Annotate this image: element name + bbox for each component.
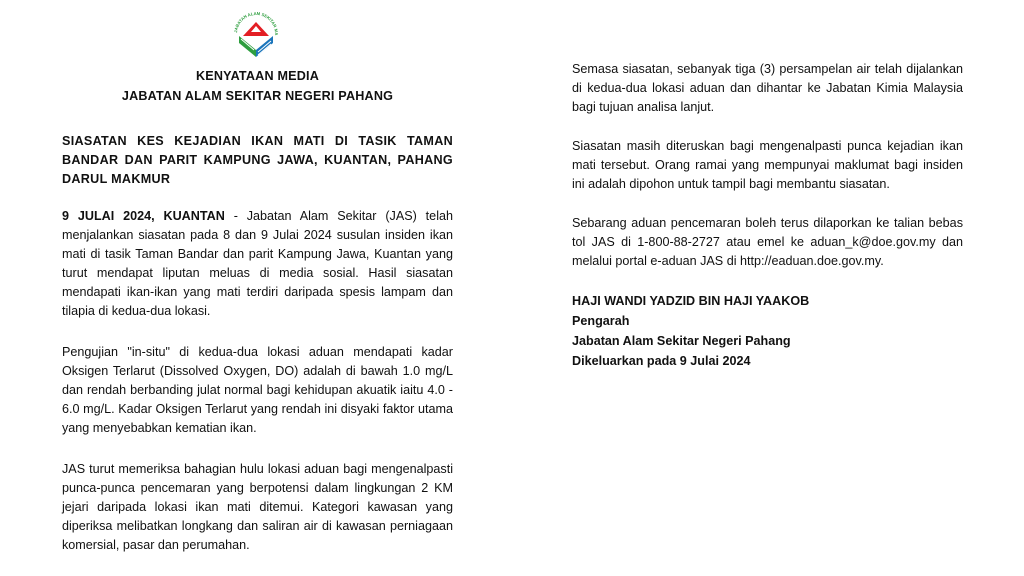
logo-text: JABATAN ALAM SEKITAR MA — [233, 10, 280, 36]
paragraph-1-text: - Jabatan Alam Sekitar (JAS) telah menjalankan siasatan pada 8 dan 9 Julai 2024 susulan insiden ikan mati di tasik Taman Bandar dan parit Kampung Jawa, Kuantan yang turut mendapat liputan meluas di media sosial. Hasil siasatan mendapati ikan-ikan yang mati terdiri daripada spesis lampam dan tilapia di kedua-dua lokasi. — [62, 209, 453, 318]
header-media-statement: KENYATAAN MEDIA — [195, 69, 320, 83]
signatory-department: Jabatan Alam Sekitar Negeri Pahang — [572, 334, 791, 348]
dateline: 9 JULAI 2024, KUANTAN — [62, 209, 225, 223]
paragraph-3: JAS turut memeriksa bahagian hulu lokasi aduan bagi mengenalpasti punca-punca pencemaran yang berpotensi dalam lingkungan 2 KM jejari daripada lokasi ikan mati ditemui. Kategori kawasan yang diperiksa melibatkan longkang dan saliran air di kawasan perniagaan komersial, pasar dan perumahan. — [62, 462, 453, 552]
press-header — [62, 66, 453, 106]
header-department: JABATAN ALAM SEKITAR NEGERI PAHANG — [121, 89, 394, 103]
signatory-position: Pengarah — [572, 314, 630, 328]
paragraph-4: Semasa siasatan, sebanyak tiga (3) persampelan air telah dijalankan di kedua-dua lokasi aduan dan dihantar ke Jabatan Kimia Malaysia bagi tujuan analisa lanjut. — [572, 62, 963, 114]
paragraph-1 — [62, 207, 453, 321]
press-title — [62, 132, 453, 189]
issue-date: Dikeluarkan pada 9 Julai 2024 — [572, 354, 751, 368]
jas-logo — [229, 6, 283, 60]
signature-block — [572, 291, 963, 371]
paragraph-5: Siasatan masih diteruskan bagi mengenalpasti punca kejadian ikan mati tersebut. Orang ramai yang mempunyai maklumat bagi insiden ini adalah dipohon untuk tampil bagi membantu siasatan. — [572, 139, 963, 191]
press-title-text: SIASATAN KES KEJADIAN IKAN MATI DI TASIK TAMAN BANDAR DAN PARIT KAMPUNG JAWA, KUANTAN, PAHANG DARUL MAKMUR — [62, 134, 453, 186]
paragraph-6: Sebarang aduan pencemaran boleh terus dilaporkan ke talian bebas tol JAS di 1-800-88-2727 atau emel ke aduan_k@doe.gov.my dan melalui portal e-aduan JAS di http://eaduan.doe.gov.my. — [572, 216, 963, 268]
paragraph-2: Pengujian "in-situ" di kedua-dua lokasi aduan mendapati kadar Oksigen Terlarut (Dissolved Oxygen, DO) adalah di bawah 1.0 mg/L dan rendah berbanding julat normal bagi kehidupan akuatik iaitu 4.0 - 6.0 mg/L. Kadar Oksigen Terlarut yang rendah ini disyaki faktor utama yang menyebabkan kematian ikan. — [62, 345, 453, 435]
signatory-name: HAJI WANDI YADZID BIN HAJI YAAKOB — [572, 294, 810, 308]
left-column — [62, 66, 453, 555]
right-column — [572, 60, 963, 371]
